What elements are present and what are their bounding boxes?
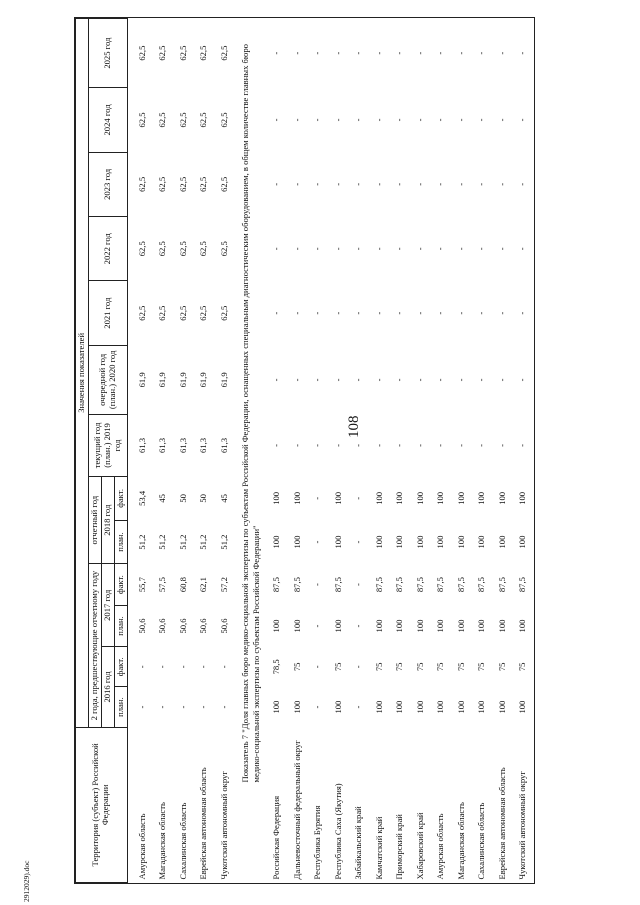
value-cell: 57,5 — [157, 577, 168, 593]
value-cell: 100 — [394, 491, 405, 505]
value-cell: 100 — [496, 491, 507, 505]
table-row — [267, 19, 288, 883]
value-cell: - — [312, 311, 323, 315]
value-cell: - — [394, 444, 405, 447]
value-cell: 100 — [476, 619, 487, 633]
value-cell: 62,5 — [136, 176, 147, 192]
value-cell: - — [312, 705, 323, 709]
value-cell: - — [312, 51, 323, 55]
header-2018: 2018 год — [101, 477, 114, 564]
value-cell: - — [496, 378, 507, 382]
value-cell: 100 — [373, 535, 384, 549]
value-cell: 100 — [271, 700, 282, 714]
value-cell: 62,5 — [177, 305, 188, 321]
value-cell: - — [455, 444, 466, 447]
value-cell: 62,5 — [218, 241, 229, 257]
territory-name: Амурская область — [435, 813, 446, 880]
table-row — [127, 19, 153, 883]
territory-name: Еврейская автономная область — [198, 767, 209, 880]
value-cell: 75 — [373, 662, 384, 672]
value-cell: - — [373, 378, 384, 382]
value-cell: 51,2 — [198, 534, 209, 550]
value-cell: 87,5 — [291, 577, 302, 593]
value-cell: 100 — [435, 619, 446, 633]
value-cell: - — [353, 705, 364, 709]
value-cell: - — [353, 665, 364, 669]
value-cell: - — [394, 311, 405, 315]
value-cell: - — [455, 247, 466, 251]
value-cell: - — [476, 311, 487, 315]
value-cell: - — [476, 51, 487, 55]
table-row — [411, 19, 432, 883]
value-cell: 87,5 — [435, 577, 446, 593]
value-cell: - — [157, 705, 168, 709]
value-cell: 50,6 — [177, 618, 188, 634]
value-cell: 100 — [394, 619, 405, 633]
value-cell: - — [373, 118, 384, 122]
value-cell: 100 — [291, 491, 302, 505]
value-cell: - — [271, 118, 282, 122]
value-cell: 50,6 — [218, 618, 229, 634]
value-cell: 100 — [414, 491, 425, 505]
value-cell: - — [414, 247, 425, 251]
value-cell: 62,5 — [198, 305, 209, 321]
value-cell: 87,5 — [476, 577, 487, 593]
value-cell: 62,5 — [218, 176, 229, 192]
value-cell: 62,5 — [198, 241, 209, 257]
value-cell: - — [496, 51, 507, 55]
header-fact: факт. — [114, 477, 127, 521]
value-cell: 100 — [435, 700, 446, 714]
value-cell: 75 — [435, 662, 446, 672]
territory-name: Республика Саха (Якутия) — [332, 783, 343, 880]
value-cell: - — [435, 182, 446, 186]
value-cell: - — [435, 118, 446, 122]
value-cell: - — [455, 118, 466, 122]
value-cell: - — [455, 182, 466, 186]
table-row — [174, 19, 195, 883]
table-row — [308, 19, 329, 883]
value-cell: - — [353, 624, 364, 628]
value-cell: 51,2 — [177, 534, 188, 550]
table-row — [153, 19, 174, 883]
page-number: 108 — [346, 415, 362, 438]
value-cell: - — [353, 444, 364, 447]
value-cell: - — [312, 118, 323, 122]
header-2024: 2024 год — [88, 88, 127, 152]
value-cell: 87,5 — [394, 577, 405, 593]
value-cell: - — [517, 51, 528, 55]
value-cell: - — [271, 182, 282, 186]
indicators-table — [75, 18, 534, 883]
value-cell: 62,5 — [157, 241, 168, 257]
value-cell: - — [353, 182, 364, 186]
value-cell: - — [394, 51, 405, 55]
value-cell: - — [455, 378, 466, 382]
value-cell: - — [517, 378, 528, 382]
value-cell: 100 — [476, 700, 487, 714]
value-cell: - — [312, 444, 323, 447]
table-row — [472, 19, 493, 883]
value-cell: - — [517, 311, 528, 315]
territory-name: Чукотский автономный округ — [517, 771, 528, 880]
table-row — [329, 19, 350, 883]
value-cell: - — [332, 378, 343, 382]
value-cell: - — [136, 665, 147, 669]
value-cell: 87,5 — [414, 577, 425, 593]
value-cell: - — [271, 247, 282, 251]
value-cell: - — [476, 247, 487, 251]
value-cell: 61,9 — [218, 372, 229, 388]
value-cell: 75 — [414, 662, 425, 672]
header-2017: 2017 год — [101, 564, 114, 647]
table-row — [288, 19, 309, 883]
value-cell: 100 — [476, 491, 487, 505]
value-cell: - — [394, 247, 405, 251]
value-cell: 100 — [332, 535, 343, 549]
header-two-years: 2 года, предшествующие отчетному году — [88, 564, 101, 727]
header-report-year: отчетный год — [88, 477, 101, 564]
value-cell: - — [373, 247, 384, 251]
value-cell: - — [394, 118, 405, 122]
value-cell: 100 — [517, 491, 528, 505]
value-cell: 100 — [476, 535, 487, 549]
value-cell: - — [435, 247, 446, 251]
value-cell: - — [291, 247, 302, 251]
value-cell: - — [312, 182, 323, 186]
value-cell: 61,3 — [218, 437, 229, 453]
value-cell: 62,5 — [136, 112, 147, 128]
territory-name: Сахалинская область — [476, 802, 487, 880]
header-plan: план. — [114, 687, 127, 727]
value-cell: 61,9 — [157, 372, 168, 388]
territory-name: Камчатский край — [373, 816, 384, 880]
value-cell: - — [312, 540, 323, 544]
value-cell: 51,2 — [218, 534, 229, 550]
value-cell: - — [291, 118, 302, 122]
territory-name: Приморский край — [394, 814, 405, 880]
value-cell: - — [476, 444, 487, 447]
value-cell: - — [476, 378, 487, 382]
value-cell: - — [455, 51, 466, 55]
value-cell: - — [218, 665, 229, 669]
value-cell: 62,5 — [157, 176, 168, 192]
value-cell: 100 — [373, 491, 384, 505]
header-values-title: Значения показателей — [76, 19, 89, 728]
value-cell: 75 — [517, 662, 528, 672]
indicator-7-title: Показатель 7 "Доля главных бюро медико-социальной экспертизы по субъектам Российской Федерации, оснащенных специальным диагностическим оборудованием, в общем количестве главных бюро медико-социальной экспертизы по субъектам Российской Федерации" — [239, 44, 261, 783]
value-cell: 53,4 — [136, 490, 147, 506]
value-cell: 100 — [332, 700, 343, 714]
value-cell: - — [435, 51, 446, 55]
value-cell: - — [198, 705, 209, 709]
value-cell: - — [353, 51, 364, 55]
value-cell: - — [271, 378, 282, 382]
value-cell: - — [414, 444, 425, 447]
value-cell: - — [332, 51, 343, 55]
territory-name: Хабаровский край — [414, 812, 425, 880]
value-cell: - — [496, 311, 507, 315]
value-cell: 100 — [394, 535, 405, 549]
table-row — [431, 19, 452, 883]
table-row — [452, 19, 473, 883]
value-cell: 62,5 — [218, 45, 229, 61]
value-cell: 61,9 — [136, 372, 147, 388]
territory-name: Магаданская область — [455, 802, 466, 880]
value-cell: 61,9 — [198, 372, 209, 388]
table-row — [370, 19, 391, 883]
header-2021: 2021 год — [88, 281, 127, 345]
value-cell: - — [271, 311, 282, 315]
value-cell: - — [312, 247, 323, 251]
value-cell: 100 — [517, 535, 528, 549]
table-row — [390, 19, 411, 883]
territory-name: Забайкальский край — [353, 806, 364, 880]
value-cell: 100 — [271, 619, 282, 633]
value-cell: - — [198, 665, 209, 669]
header-2023: 2023 год — [88, 152, 127, 216]
value-cell: - — [271, 444, 282, 447]
value-cell: - — [177, 705, 188, 709]
value-cell: - — [332, 118, 343, 122]
table-row — [513, 19, 534, 883]
table-row — [349, 19, 370, 883]
value-cell: - — [312, 624, 323, 628]
value-cell: - — [332, 247, 343, 251]
territory-name: Магаданская область — [157, 802, 168, 880]
value-cell: 62,5 — [198, 176, 209, 192]
value-cell: - — [414, 182, 425, 186]
value-cell: - — [496, 182, 507, 186]
footer-filename: 2912029).doc — [22, 860, 31, 902]
value-cell: 100 — [414, 535, 425, 549]
value-cell: 100 — [496, 700, 507, 714]
value-cell: 62,1 — [198, 577, 209, 593]
territory-name: Чукотский автономный округ — [218, 771, 229, 880]
value-cell: - — [291, 378, 302, 382]
value-cell: - — [414, 311, 425, 315]
value-cell: - — [312, 583, 323, 587]
value-cell: 100 — [373, 619, 384, 633]
value-cell: 62,5 — [136, 241, 147, 257]
value-cell: - — [455, 311, 466, 315]
value-cell: 100 — [291, 535, 302, 549]
value-cell: 50,6 — [157, 618, 168, 634]
value-cell: - — [496, 444, 507, 447]
value-cell: 60,8 — [177, 577, 188, 593]
value-cell: 100 — [291, 700, 302, 714]
value-cell: 61,9 — [177, 372, 188, 388]
value-cell: 87,5 — [455, 577, 466, 593]
value-cell: - — [435, 378, 446, 382]
value-cell: 87,5 — [373, 577, 384, 593]
value-cell: - — [271, 51, 282, 55]
value-cell: 62,5 — [157, 45, 168, 61]
value-cell: 100 — [496, 535, 507, 549]
value-cell: 61,3 — [198, 437, 209, 453]
value-cell: - — [496, 118, 507, 122]
territory-name: Еврейская автономная область — [496, 767, 507, 880]
value-cell: - — [353, 118, 364, 122]
header-2016: 2016 год — [101, 647, 114, 728]
table-row — [493, 19, 514, 883]
value-cell: 100 — [414, 700, 425, 714]
value-cell: 62,5 — [218, 305, 229, 321]
value-cell: - — [353, 496, 364, 500]
value-cell: - — [435, 444, 446, 447]
value-cell: 75 — [332, 662, 343, 672]
value-cell: - — [517, 118, 528, 122]
header-2022: 2022 год — [88, 217, 127, 281]
value-cell: 51,2 — [136, 534, 147, 550]
value-cell: 75 — [455, 662, 466, 672]
value-cell: - — [394, 182, 405, 186]
value-cell: 100 — [455, 619, 466, 633]
value-cell: 62,5 — [177, 176, 188, 192]
value-cell: 100 — [332, 491, 343, 505]
value-cell: - — [332, 444, 343, 447]
value-cell: 61,3 — [177, 437, 188, 453]
value-cell: - — [496, 247, 507, 251]
value-cell: - — [291, 444, 302, 447]
value-cell: - — [414, 118, 425, 122]
value-cell: 87,5 — [271, 577, 282, 593]
header-fact: факт. — [114, 564, 127, 605]
value-cell: - — [291, 51, 302, 55]
value-cell: 50,6 — [136, 618, 147, 634]
header-plan: план. — [114, 520, 127, 564]
value-cell: - — [414, 51, 425, 55]
value-cell: 75 — [476, 662, 487, 672]
value-cell: 100 — [435, 491, 446, 505]
value-cell: - — [312, 496, 323, 500]
value-cell: 55,7 — [136, 577, 147, 593]
value-cell: 57,2 — [218, 577, 229, 593]
value-cell: - — [157, 665, 168, 669]
value-cell: - — [177, 665, 188, 669]
header-current-year: текущий год (план.) 2019 год — [88, 414, 127, 476]
territory-name: Российская Федерация — [271, 795, 282, 880]
value-cell: 100 — [271, 535, 282, 549]
rotated-table-block — [75, 18, 540, 883]
value-cell: - — [394, 378, 405, 382]
value-cell: 100 — [517, 700, 528, 714]
value-cell: - — [312, 665, 323, 669]
value-cell: 62,5 — [198, 45, 209, 61]
value-cell: 62,5 — [218, 112, 229, 128]
value-cell: - — [517, 444, 528, 447]
table-row — [194, 19, 215, 883]
value-cell: 78,5 — [271, 659, 282, 675]
value-cell: - — [373, 182, 384, 186]
value-cell: - — [353, 247, 364, 251]
value-cell: 75 — [394, 662, 405, 672]
value-cell: 61,3 — [157, 437, 168, 453]
value-cell: 50,6 — [198, 618, 209, 634]
value-cell: - — [332, 182, 343, 186]
value-cell: 100 — [373, 700, 384, 714]
value-cell: 87,5 — [332, 577, 343, 593]
value-cell: 50 — [198, 494, 209, 503]
value-cell: - — [291, 311, 302, 315]
header-2025: 2025 год — [88, 19, 127, 88]
value-cell: 51,2 — [157, 534, 168, 550]
header-territory: Территория (субъект) Российской Федерации — [76, 727, 128, 882]
value-cell: 100 — [455, 700, 466, 714]
value-cell: - — [353, 311, 364, 315]
value-cell: 62,5 — [136, 305, 147, 321]
value-cell: 62,5 — [157, 112, 168, 128]
value-cell: - — [414, 378, 425, 382]
territory-name: Сахалинская область — [177, 802, 188, 880]
table-body — [127, 19, 534, 883]
value-cell: 100 — [496, 619, 507, 633]
value-cell: - — [476, 118, 487, 122]
value-cell: - — [373, 51, 384, 55]
value-cell: - — [218, 705, 229, 709]
value-cell: 62,5 — [198, 112, 209, 128]
value-cell: - — [353, 583, 364, 587]
value-cell: 100 — [414, 619, 425, 633]
value-cell: 62,5 — [177, 112, 188, 128]
value-cell: 87,5 — [496, 577, 507, 593]
value-cell: 45 — [218, 494, 229, 503]
value-cell: - — [373, 444, 384, 447]
value-cell: 45 — [157, 494, 168, 503]
value-cell: 100 — [291, 619, 302, 633]
value-cell: - — [373, 311, 384, 315]
value-cell: - — [517, 182, 528, 186]
value-cell: - — [435, 311, 446, 315]
value-cell: 87,5 — [517, 577, 528, 593]
value-cell: - — [291, 182, 302, 186]
value-cell: 100 — [394, 700, 405, 714]
value-cell: 75 — [496, 662, 507, 672]
table-row — [215, 19, 236, 883]
territory-name: Республика Бурятия — [312, 805, 323, 880]
value-cell: 62,5 — [177, 241, 188, 257]
value-cell: 62,5 — [136, 45, 147, 61]
value-cell: - — [353, 540, 364, 544]
value-cell: 100 — [455, 491, 466, 505]
value-cell: - — [136, 705, 147, 709]
value-cell: - — [476, 182, 487, 186]
header-fact: факт. — [114, 647, 127, 687]
value-cell: - — [332, 311, 343, 315]
value-cell: 100 — [455, 535, 466, 549]
value-cell: 75 — [291, 662, 302, 672]
value-cell: 100 — [435, 535, 446, 549]
value-cell: 61,3 — [136, 437, 147, 453]
value-cell: 100 — [271, 491, 282, 505]
value-cell: 100 — [332, 619, 343, 633]
value-cell: 100 — [517, 619, 528, 633]
value-cell: - — [353, 378, 364, 382]
territory-name: Дальневосточный федеральный округ — [291, 740, 302, 880]
value-cell: - — [312, 378, 323, 382]
value-cell: 62,5 — [177, 45, 188, 61]
header-plan: план. — [114, 605, 127, 646]
header-next-year: очередной год (план.) 2020 год — [88, 345, 127, 414]
territory-name: Амурская область — [136, 813, 147, 880]
value-cell: 62,5 — [157, 305, 168, 321]
value-cell: - — [517, 247, 528, 251]
value-cell: 50 — [177, 494, 188, 503]
